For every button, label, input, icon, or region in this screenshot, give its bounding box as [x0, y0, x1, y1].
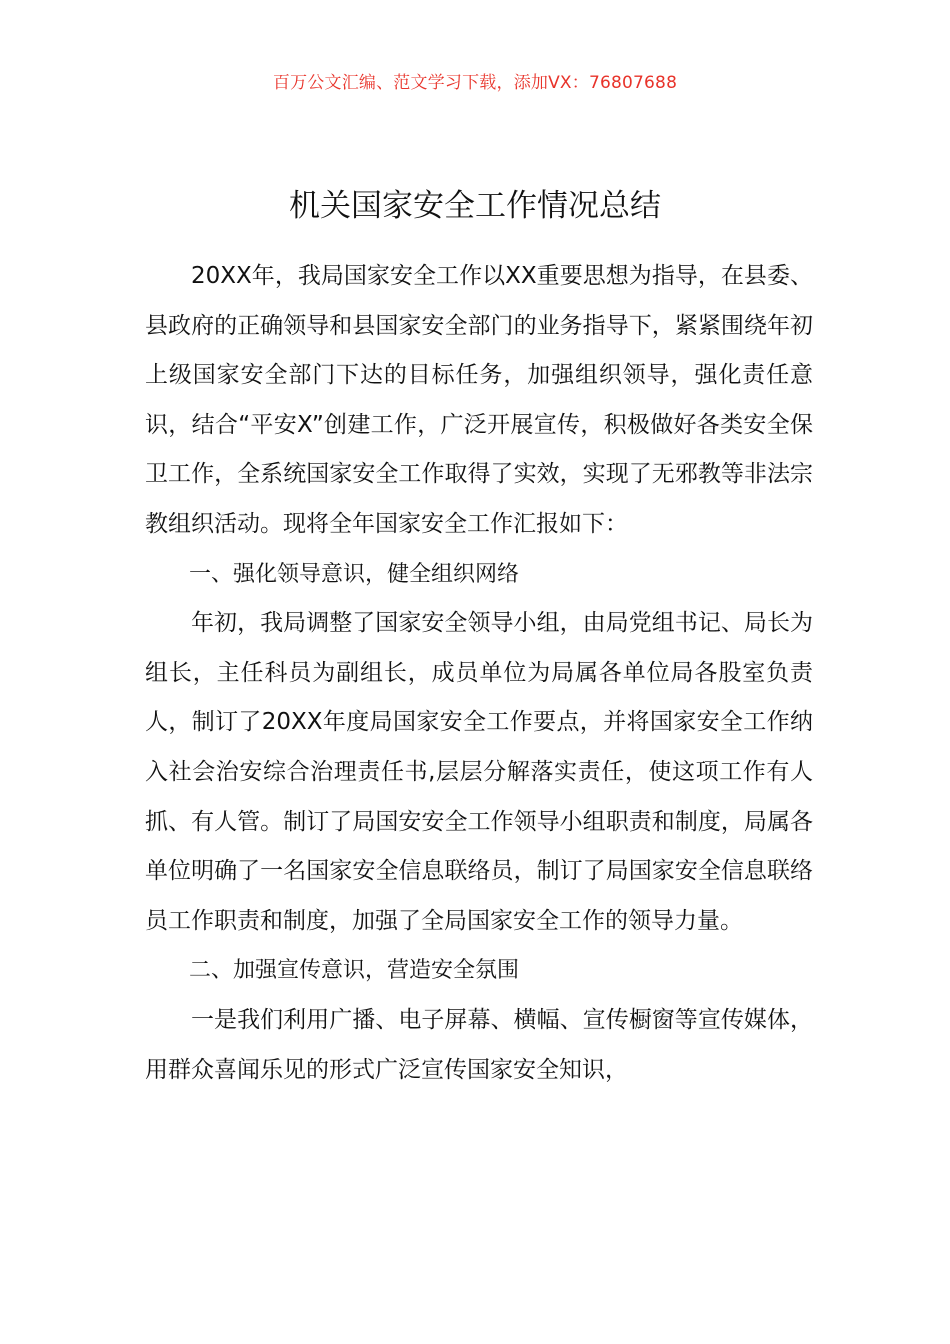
paragraph-section-2: 一是我们利用广播、电子屏幕、横幅、宣传橱窗等宣传媒体，用群众喜闻乐见的形式广泛宣传国家安全知识，	[145, 1006, 813, 1083]
header-note: 百万公文汇编、范文学习下载，添加VX：76807688	[272, 73, 678, 93]
paragraph-intro: 20XX年，我局国家安全工作以XX重要思想为指导，在县委、县政府的正确领导和县国家安全部门的业务指导下，紧紧围绕年初上级国家安全部门下达的目标任务，加强组织领导，强化责任意识，结合“平安X”创建工作，广泛开展宣传，积极做好各类安全保卫工作，全系统国家安全工作取得了实效，实现了无邪教等非法宗教组织活动。现将全年国家安全工作汇报如下：	[145, 263, 813, 537]
page-title: 机关国家安全工作情况总结	[289, 188, 661, 224]
paragraph-section-1: 年初，我局调整了国家安全领导小组，由局党组书记、局长为组长，主任科员为副组长，成员单位为局属各单位局各股室负责人，制订了20XX年度局国家安全工作要点，并将国家安全工作纳入社会治安综合治理责任书,层层分解落实责任，使这项工作有人抓、有人管。制订了局国安安全工作领导小组职责和制度，局属各单位明确了一名国家安全信息联络员，制订了局国家安全信息联络员工作职责和制度，加强了全局国家安全工作的领导力量。	[145, 610, 813, 934]
section-heading-2: 二、加强宣传意识，营造安全氛围	[189, 958, 520, 984]
section-heading-1: 一、强化领导意识，健全组织网络	[189, 561, 520, 587]
document-body	[145, 252, 813, 1095]
